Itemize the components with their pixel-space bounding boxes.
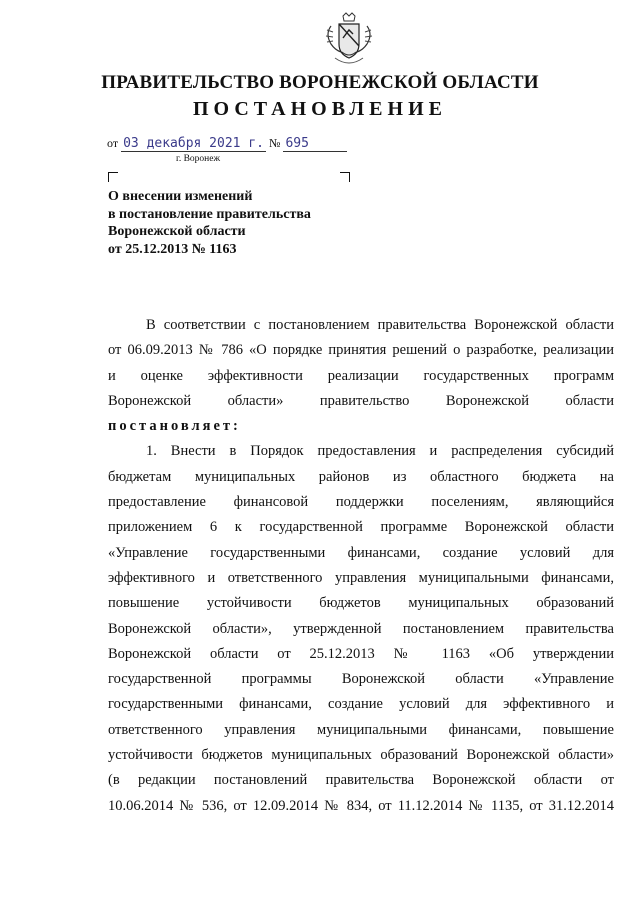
document-number: 695 bbox=[283, 137, 347, 152]
body-line: бюджетам муниципальных районов из областного бюджета на bbox=[108, 468, 614, 485]
document-subject bbox=[108, 188, 311, 258]
body-line: повышение устойчивости бюджетов муниципальных образований bbox=[108, 595, 614, 612]
subject-line: в постановление правительства bbox=[108, 206, 311, 222]
body-line: Воронежской области», утвержденной постановлением правительства bbox=[108, 620, 614, 637]
body-line: государственными финансами, создание условий для эффективного и bbox=[108, 696, 614, 713]
body-line: и оценке эффективности реализации государственных программ bbox=[108, 367, 614, 384]
subject-line: Воронежской области bbox=[108, 224, 246, 239]
body-line: Воронежской области» правительство Воронежской области bbox=[108, 392, 614, 409]
body-line: государственной программы Воронежской области «Управление bbox=[108, 671, 614, 688]
body-line: «Управление государственными финансами, создание условий для bbox=[108, 544, 614, 561]
document-date: 03 декабря 2021 г. bbox=[123, 136, 264, 151]
body-line: 1. Внести в Порядок предоставления и распределения субсидий bbox=[146, 443, 614, 460]
subject-line: от 25.12.2013 № 1163 bbox=[108, 241, 237, 257]
body-line: от 06.09.2013 № 786 «О порядке принятия решений о разработке, реализации bbox=[108, 342, 614, 359]
city: г. Воронеж bbox=[176, 154, 221, 164]
government-name: ПРАВИТЕЛЬСТВО ВОРОНЕЖСКОЙ ОБЛАСТИ bbox=[101, 72, 539, 93]
resolution-word: постановляет: bbox=[108, 418, 241, 435]
coat-of-arms-icon bbox=[323, 12, 375, 68]
body-line: (в редакции постановлений правительства Воронежской области от bbox=[108, 772, 614, 789]
dateline bbox=[107, 136, 347, 152]
body-line: В соответствии с постановлением правительства Воронежской области bbox=[146, 317, 614, 333]
body-line: ответственного управления муниципальными финансами, повышение bbox=[108, 721, 614, 738]
document-body bbox=[108, 313, 614, 819]
number-label: № bbox=[268, 136, 281, 150]
subject-bracket-left bbox=[108, 172, 118, 182]
body-line: устойчивости бюджетов муниципальных образований Воронежской области» bbox=[108, 747, 614, 764]
body-line: Воронежской области от 25.12.2013 № 1163 «Об утверждении bbox=[108, 645, 614, 662]
body-line: эффективного и ответственного управления муниципальными финансами, bbox=[108, 569, 614, 586]
body-line: приложением 6 к государственной программе Воронежской области bbox=[108, 519, 614, 536]
subject-bracket-right bbox=[340, 172, 350, 182]
body-line: 10.06.2014 № 536, от 12.09.2014 № 834, от 11.12.2014 № 1135, от 31.12.2014 bbox=[108, 797, 614, 814]
subject-line: О внесении изменений bbox=[108, 189, 253, 204]
document-type: ПОСТАНОВЛЕНИЕ bbox=[193, 98, 447, 120]
date-from-label: от bbox=[107, 136, 119, 150]
body-line: предоставление финансовой поддержки поселениям, являющийся bbox=[108, 494, 614, 511]
